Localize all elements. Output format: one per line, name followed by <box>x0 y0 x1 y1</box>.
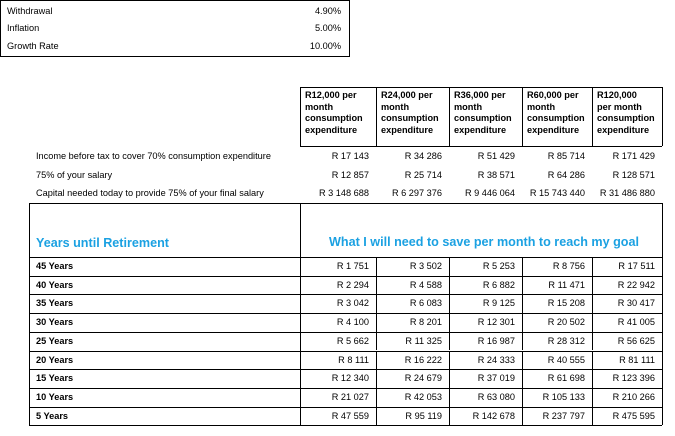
savings-cell: R 12 301 <box>477 317 515 328</box>
column-rule <box>592 313 593 332</box>
savings-cell: R 22 942 <box>617 279 655 290</box>
column-rule <box>449 257 450 276</box>
years-label: 35 Years <box>36 298 74 309</box>
summary-row-label: 75% of your salary <box>36 169 113 180</box>
years-label: 10 Years <box>36 391 74 402</box>
column-rule <box>592 87 593 146</box>
column-rule <box>29 203 30 425</box>
column-rule <box>449 87 450 146</box>
savings-cell: R 3 042 <box>336 298 369 309</box>
column-rule <box>376 332 377 351</box>
savings-cell: R 11 325 <box>405 335 442 346</box>
summary-cell: R 25 714 <box>404 169 442 180</box>
column-rule <box>522 369 523 388</box>
column-rule <box>449 294 450 313</box>
table-rule <box>300 87 662 88</box>
savings-cell: R 40 555 <box>547 354 585 365</box>
savings-cell: R 8 201 <box>409 317 442 328</box>
savings-cell: R 16 987 <box>477 335 515 346</box>
savings-cell: R 475 595 <box>612 410 655 421</box>
summary-cell: R 6 297 376 <box>391 188 442 198</box>
column-rule <box>592 351 593 370</box>
summary-cell: R 64 286 <box>547 169 585 180</box>
summary-cell: R 38 571 <box>477 169 515 180</box>
assumption-label: Inflation <box>7 23 40 33</box>
assumptions-box <box>0 0 350 57</box>
savings-cell: R 123 396 <box>612 373 655 384</box>
savings-cell: R 2 294 <box>336 279 369 290</box>
years-label: 40 Years <box>36 279 74 290</box>
column-rule <box>376 276 377 295</box>
column-rule <box>522 257 523 276</box>
savings-cell: R 4 588 <box>409 279 442 290</box>
savings-cell: R 56 625 <box>617 335 655 346</box>
summary-cell: R 9 446 064 <box>464 188 515 198</box>
table-rule <box>300 146 662 147</box>
savings-cell: R 4 100 <box>336 317 369 328</box>
savings-cell: R 142 678 <box>472 410 515 421</box>
table-rule <box>29 407 662 408</box>
savings-cell: R 61 698 <box>547 373 585 384</box>
column-rule <box>376 388 377 407</box>
savings-cell: R 3 502 <box>409 261 442 271</box>
years-heading: Years until Retirement <box>36 236 169 250</box>
column-rule <box>522 294 523 313</box>
savings-cell: R 8 111 <box>338 354 369 365</box>
savings-cell: R 63 080 <box>477 391 515 402</box>
years-label: 25 Years <box>36 335 74 346</box>
savings-cell: R 47 559 <box>331 410 369 421</box>
savings-cell: R 37 019 <box>477 373 515 384</box>
column-rule <box>592 257 593 276</box>
years-label: 15 Years <box>36 373 74 384</box>
savings-cell: R 1 751 <box>336 261 369 271</box>
column-rule <box>662 203 663 425</box>
savings-cell: R 11 471 <box>548 279 585 290</box>
column-rule <box>592 294 593 313</box>
summary-cell: R 85 714 <box>547 151 585 161</box>
column-rule <box>376 87 377 146</box>
column-header: R60,000 per month consumption expenditure <box>527 90 585 135</box>
savings-cell: R 24 333 <box>477 354 515 365</box>
assumption-row <box>0 37 348 55</box>
column-rule <box>522 332 523 351</box>
summary-cell: R 15 743 440 <box>529 188 585 198</box>
savings-cell: R 16 222 <box>404 354 442 365</box>
summary-cell: R 51 429 <box>477 151 515 161</box>
table-rule <box>29 351 662 352</box>
assumption-value: 5.00% <box>314 23 341 33</box>
column-rule <box>449 407 450 426</box>
savings-cell: R 9 125 <box>482 298 515 309</box>
column-rule <box>449 313 450 332</box>
savings-cell: R 28 312 <box>547 335 585 346</box>
column-rule <box>592 388 593 407</box>
table-rule <box>29 332 662 333</box>
summary-row-label: Income before tax to cover 70% consumption expenditure <box>36 151 271 161</box>
table-rule <box>29 313 662 314</box>
savings-cell: R 12 340 <box>331 373 369 384</box>
summary-row-label: Capital needed today to provide 75% of your final salary <box>36 188 264 198</box>
savings-cell: R 24 679 <box>404 373 442 384</box>
column-rule <box>592 332 593 351</box>
savings-cell: R 8 756 <box>552 261 585 271</box>
savings-cell: R 17 511 <box>618 261 655 271</box>
table-rule <box>29 203 662 204</box>
column-rule <box>522 407 523 426</box>
table-rule <box>29 294 662 295</box>
column-header: R24,000 per month consumption expenditure <box>381 90 439 135</box>
savings-cell: R 105 133 <box>542 391 585 402</box>
column-rule <box>592 276 593 295</box>
summary-cell: R 31 486 880 <box>599 188 655 198</box>
summary-cell: R 171 429 <box>612 151 655 161</box>
table-rule <box>29 388 662 389</box>
column-rule <box>376 257 377 276</box>
years-label: 30 Years <box>36 317 74 328</box>
goal-heading: What I will need to save per month to reach my goal <box>329 235 640 249</box>
savings-cell: R 5 662 <box>336 335 369 346</box>
summary-cell: R 3 148 688 <box>318 188 369 198</box>
savings-cell: R 21 027 <box>331 391 369 402</box>
column-rule <box>449 388 450 407</box>
column-rule <box>300 87 301 146</box>
assumption-value: 10.00% <box>309 41 341 51</box>
savings-cell: R 5 253 <box>482 261 515 271</box>
column-rule <box>592 407 593 426</box>
years-label: 5 Years <box>36 410 69 421</box>
column-rule <box>449 276 450 295</box>
savings-cell: R 6 882 <box>482 279 515 290</box>
assumption-label: Growth Rate <box>7 41 59 51</box>
column-rule <box>522 87 523 146</box>
table-rule <box>29 276 662 277</box>
column-rule <box>376 407 377 426</box>
column-rule <box>522 351 523 370</box>
summary-cell: R 34 286 <box>404 151 442 161</box>
table-rule <box>29 369 662 370</box>
assumption-row <box>0 2 348 20</box>
column-header: R36,000 per month consumption expenditure <box>454 90 512 135</box>
column-rule <box>592 369 593 388</box>
column-rule <box>376 313 377 332</box>
savings-cell: R 15 208 <box>547 298 585 309</box>
column-header: R120,000 per month consumption expenditure <box>597 90 655 135</box>
column-rule <box>376 369 377 388</box>
savings-cell: R 81 111 <box>619 354 655 365</box>
savings-cell: R 30 417 <box>617 298 655 309</box>
years-label: 45 Years <box>36 261 74 271</box>
savings-cell: R 41 005 <box>617 317 655 328</box>
assumption-value: 4.90% <box>314 6 341 16</box>
savings-cell: R 20 502 <box>547 317 585 328</box>
column-rule <box>662 87 663 146</box>
assumption-row <box>0 19 348 37</box>
savings-cell: R 237 797 <box>542 410 585 421</box>
summary-cell: R 128 571 <box>612 169 655 180</box>
summary-cell: R 12 857 <box>331 169 369 180</box>
assumption-label: Withdrawal <box>7 6 53 16</box>
table-rule <box>29 257 662 258</box>
column-rule <box>522 313 523 332</box>
savings-cell: R 95 119 <box>405 410 442 421</box>
column-rule <box>449 351 450 370</box>
column-rule <box>522 388 523 407</box>
column-header: R12,000 per month consumption expenditure <box>305 90 363 135</box>
column-rule <box>376 294 377 313</box>
savings-cell: R 210 266 <box>612 391 655 402</box>
column-rule <box>376 351 377 370</box>
savings-cell: R 42 053 <box>404 391 442 402</box>
years-label: 20 Years <box>36 354 74 365</box>
table-rule <box>29 425 662 426</box>
column-rule <box>522 276 523 295</box>
savings-cell: R 6 083 <box>409 298 442 309</box>
column-rule <box>449 369 450 388</box>
column-rule <box>449 332 450 351</box>
summary-cell: R 17 143 <box>331 151 369 161</box>
